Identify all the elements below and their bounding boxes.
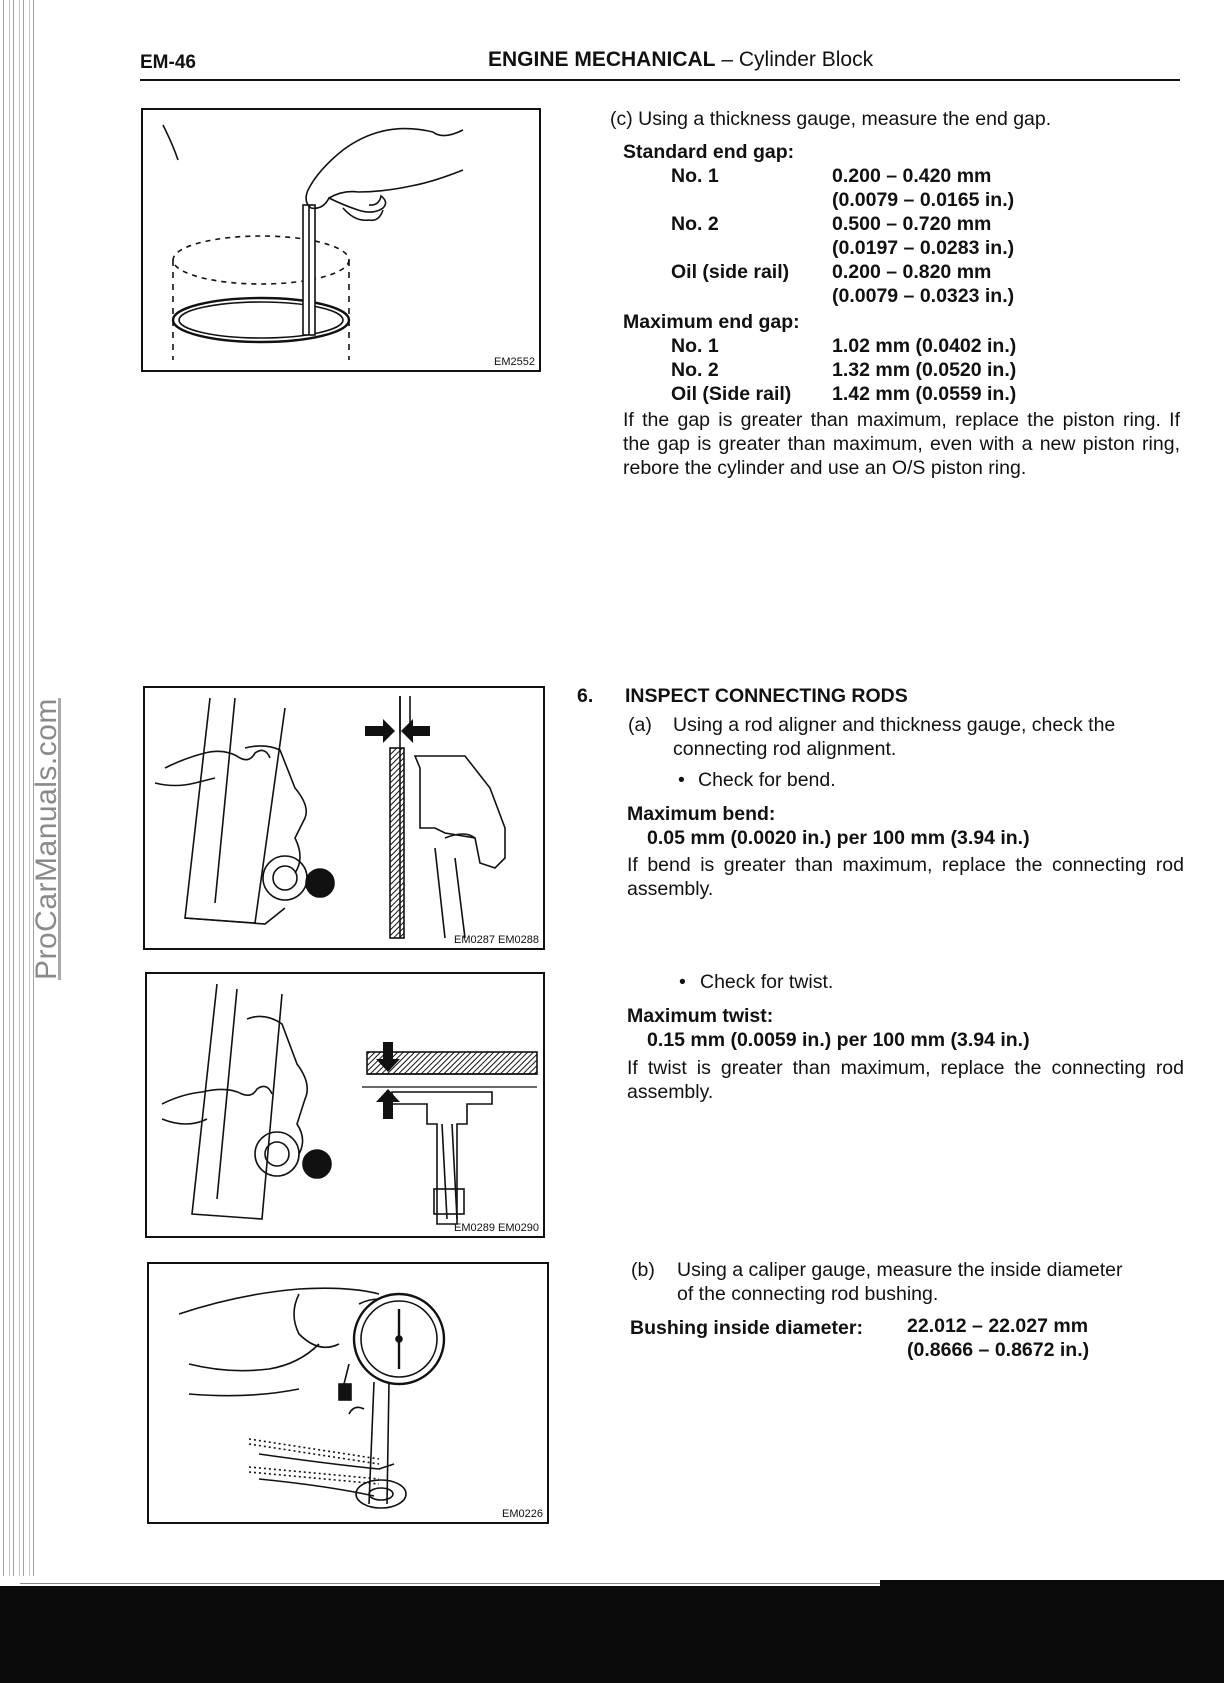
twist-check-illustration bbox=[147, 974, 543, 1236]
max-row-label: Oil (Side rail) bbox=[671, 383, 792, 405]
bend-check-illustration bbox=[145, 688, 543, 948]
section-title-inspect-rods: INSPECT CONNECTING RODS bbox=[625, 685, 908, 707]
twist-note: If twist is greater than maximum, replace the connecting rod assembly. bbox=[627, 1057, 1184, 1103]
step-a-line2: connecting rod alignment. bbox=[673, 738, 897, 760]
section-title-bold: ENGINE MECHANICAL bbox=[488, 48, 716, 71]
std-row-value-in: (0.0197 – 0.0283 in.) bbox=[832, 237, 1015, 259]
end-gap-illustration bbox=[143, 110, 539, 370]
max-row-label: No. 1 bbox=[671, 335, 719, 357]
max-row-value: 1.42 mm (0.0559 in.) bbox=[832, 383, 1017, 405]
maximum-bend-heading: Maximum bend: bbox=[627, 803, 776, 825]
step-a-line1: Using a rod aligner and thickness gauge, check the bbox=[673, 714, 1116, 736]
bullet-dot: • bbox=[678, 769, 685, 791]
bullet-dot: • bbox=[679, 971, 686, 993]
maximum-twist-value: 0.15 mm (0.0059 in.) per 100 mm (3.94 in.) bbox=[647, 1029, 1030, 1051]
section-title-rest: – Cylinder Block bbox=[715, 48, 874, 71]
max-row-value: 1.32 mm (0.0520 in.) bbox=[832, 359, 1017, 381]
std-row-value-in: (0.0079 – 0.0165 in.) bbox=[832, 189, 1015, 211]
step-b-label: (b) bbox=[631, 1259, 655, 1281]
step-a-label: (a) bbox=[628, 714, 652, 736]
page-section-title bbox=[488, 48, 873, 72]
figure-id: EM0289 EM0290 bbox=[454, 1222, 539, 1234]
std-row-label: No. 2 bbox=[671, 213, 719, 235]
maximum-bend-value: 0.05 mm (0.0020 in.) per 100 mm (3.94 in.) bbox=[647, 827, 1030, 849]
step-number: 6. bbox=[577, 685, 594, 707]
bend-note: If bend is greater than maximum, replace the connecting rod assembly. bbox=[627, 854, 1184, 900]
bend-bullet-text: Check for bend. bbox=[698, 769, 836, 791]
bushing-diameter-in: (0.8666 – 0.8672 in.) bbox=[907, 1339, 1090, 1361]
max-row-value: 1.02 mm (0.0402 in.) bbox=[832, 335, 1017, 357]
step-b-line1: Using a caliper gauge, measure the inside diameter bbox=[677, 1259, 1123, 1281]
step-c-text: (c) Using a thickness gauge, measure the end gap. bbox=[610, 108, 1052, 130]
scan-bottom-shadow bbox=[0, 1580, 1224, 1683]
caliper-gauge-illustration bbox=[149, 1264, 547, 1522]
watermark-text: ProCarManuals.com bbox=[30, 698, 63, 980]
std-row-value-mm: 0.200 – 0.420 mm bbox=[832, 165, 992, 187]
std-row-value-mm: 0.500 – 0.720 mm bbox=[832, 213, 992, 235]
scan-binding-edge bbox=[0, 0, 34, 1600]
maximum-end-gap-heading: Maximum end gap: bbox=[623, 311, 800, 333]
figure-bend-check bbox=[143, 686, 545, 950]
scan-page-edge bbox=[0, 1576, 880, 1586]
step-b-line2: of the connecting rod bushing. bbox=[677, 1283, 939, 1305]
figure-id: EM0287 EM0288 bbox=[454, 934, 539, 946]
scan-edge-line bbox=[20, 1583, 880, 1584]
figure-end-gap bbox=[141, 108, 541, 372]
header-rule bbox=[140, 79, 1180, 81]
std-row-label: No. 1 bbox=[671, 165, 719, 187]
page-number: EM-46 bbox=[140, 52, 196, 73]
twist-bullet-text: Check for twist. bbox=[700, 971, 834, 993]
bushing-diameter-heading: Bushing inside diameter: bbox=[630, 1317, 863, 1339]
max-row-label: No. 2 bbox=[671, 359, 719, 381]
bushing-diameter-mm: 22.012 – 22.027 mm bbox=[907, 1315, 1089, 1337]
figure-twist-check bbox=[145, 972, 545, 1238]
figure-id: EM0226 bbox=[502, 1508, 543, 1520]
figure-bushing-caliper bbox=[147, 1262, 549, 1524]
figure-id: EM2552 bbox=[494, 356, 535, 368]
std-row-value-in: (0.0079 – 0.0323 in.) bbox=[832, 285, 1015, 307]
maximum-twist-heading: Maximum twist: bbox=[627, 1005, 774, 1027]
standard-end-gap-heading: Standard end gap: bbox=[623, 141, 795, 163]
std-row-value-mm: 0.200 – 0.820 mm bbox=[832, 261, 992, 283]
end-gap-note: If the gap is greater than maximum, replace the piston ring. If the gap is greater than maximum, even with a new piston ring, rebore the cylinder and use an O/S piston ring. bbox=[623, 409, 1180, 479]
std-row-label: Oil (side rail) bbox=[671, 261, 790, 283]
